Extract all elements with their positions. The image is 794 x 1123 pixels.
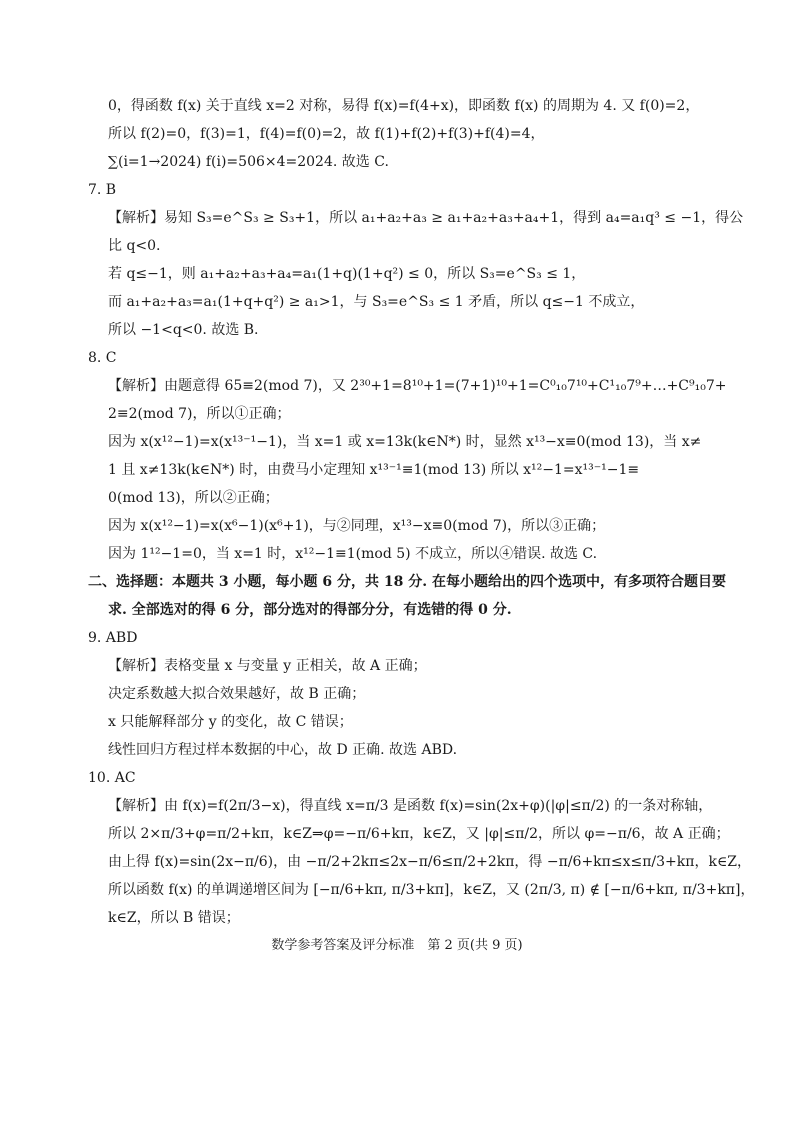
solution-7-line-4: 而 a₁+a₂+a₃=a₁(1+q+q²) ≥ a₁>1，与 S₃=e^S₃ ≤ 1 矛盾，所以 q≤−1 不成立， [108, 294, 645, 310]
text-line-1: 0，得函数 f(x) 关于直线 x=2 对称，易得 f(x)=f(4+x)，即函数 f(x) 的周期为 4. 又 f(0)=2， [108, 98, 700, 114]
solution-8-line-7: 因为 1¹²−1=0，当 x=1 时，x¹²−1≡1(mod 5) 不成立，所以④错误. 故选 C. [108, 546, 598, 562]
answer-heading-7: 7. B [88, 182, 117, 198]
solution-8-line-6: 因为 x(x¹²−1)=x(x⁶−1)(x⁶+1)，与②同理，x¹³−x≡0(mod 7)，所以③正确； [108, 518, 606, 534]
solution-8-line-5: 0(mod 13)，所以②正确； [108, 490, 279, 506]
solution-7-line-1: 【解析】易知 S₃=e^S₃ ≥ S₃+1，所以 a₁+a₂+a₃ ≥ a₁+a₂+a₃+a₄+1，得到 a₄=a₁q³ ≤ −1，得公 [108, 210, 744, 226]
solution-7-line-3: 若 q≤−1，则 a₁+a₂+a₃+a₄=a₁(1+q)(1+q²) ≤ 0，所以 S₃=e^S₃ ≤ 1， [108, 266, 586, 282]
solution-9-line-2: 决定系数越大拟合效果越好，故 B 正确； [108, 686, 366, 702]
solution-9-line-3: x 只能解释部分 y 的变化，故 C 错误； [108, 714, 353, 730]
solution-10-line-5: k∈Z，所以 B 错误； [108, 910, 240, 926]
solution-7-line-2: 比 q<0. [108, 238, 161, 254]
solution-10-line-1: 【解析】由 f(x)=f(2π/3−x)，得直线 x=π/3 是函数 f(x)=sin(2x+φ)(|φ|≤π/2) 的一条对称轴， [108, 798, 713, 814]
solution-8-line-1: 【解析】由题意得 65≡2(mod 7)，又 2³⁰+1=8¹⁰+1=(7+1)¹⁰+1=C⁰₁₀7¹⁰+C¹₁₀7⁹+…+C⁹₁₀7+ [108, 378, 727, 394]
answer-heading-8: 8. C [88, 350, 117, 366]
solution-9-line-1: 【解析】表格变量 x 与变量 y 正相关，故 A 正确； [108, 658, 427, 674]
text-line-2: 所以 f(2)=0，f(3)=1，f(4)=f(0)=2，故 f(1)+f(2)+f(3)+f(4)=4， [108, 126, 545, 142]
solution-8-line-3: 因为 x(x¹²−1)=x(x¹³⁻¹−1)，当 x=1 或 x=13k(k∈N*) 时，显然 x¹³−x≡0(mod 13)，当 x≠ [108, 434, 702, 450]
answer-heading-10: 10. AC [88, 770, 136, 786]
solution-8-line-4: 1 且 x≠13k(k∈N*) 时，由费马小定理知 x¹³⁻¹≡1(mod 13) 所以 x¹²−1=x¹³⁻¹−1≡ [108, 462, 640, 478]
solution-9-line-4: 线性回归方程过样本数据的中心，故 D 正确. 故选 ABD. [108, 742, 458, 758]
section-heading-cont: 求. 全部选对的得 6 分，部分选对的得部分分，有选错的得 0 分. [108, 602, 512, 618]
answer-heading-9: 9. ABD [88, 630, 138, 646]
summation-line: ∑(i=1→2024) f(i)=506×4=2024. 故选 C. [108, 154, 389, 170]
page-footer: 数学参考答案及评分标准 第 2 页(共 9 页) [271, 938, 523, 953]
section-heading: 二、选择题：本题共 3 小题，每小题 6 分，共 18 分. 在每小题给出的四个选项中，有多项符合题目要 [88, 574, 726, 590]
solution-7-line-5: 所以 −1<q<0. 故选 B. [108, 322, 259, 338]
solution-10-line-3: 由上得 f(x)=sin(2x−π/6)，由 −π/2+2kπ≤2x−π/6≤π/2+2kπ，得 −π/6+kπ≤x≤π/3+kπ，k∈Z， [108, 854, 752, 870]
solution-8-line-2: 2≡2(mod 7)，所以①正确； [108, 406, 291, 422]
solution-10-line-2: 所以 2×π/3+φ=π/2+kπ，k∈Z⇒φ=−π/6+kπ，k∈Z，又 |φ|≤π/2，所以 φ=−π/6，故 A 正确； [108, 826, 730, 842]
solution-10-line-4: 所以函数 f(x) 的单调递增区间为 [−π/6+kπ, π/3+kπ]，k∈Z，又 (2π/3, π) ∉ [−π/6+kπ, π/3+kπ]， [108, 882, 755, 898]
